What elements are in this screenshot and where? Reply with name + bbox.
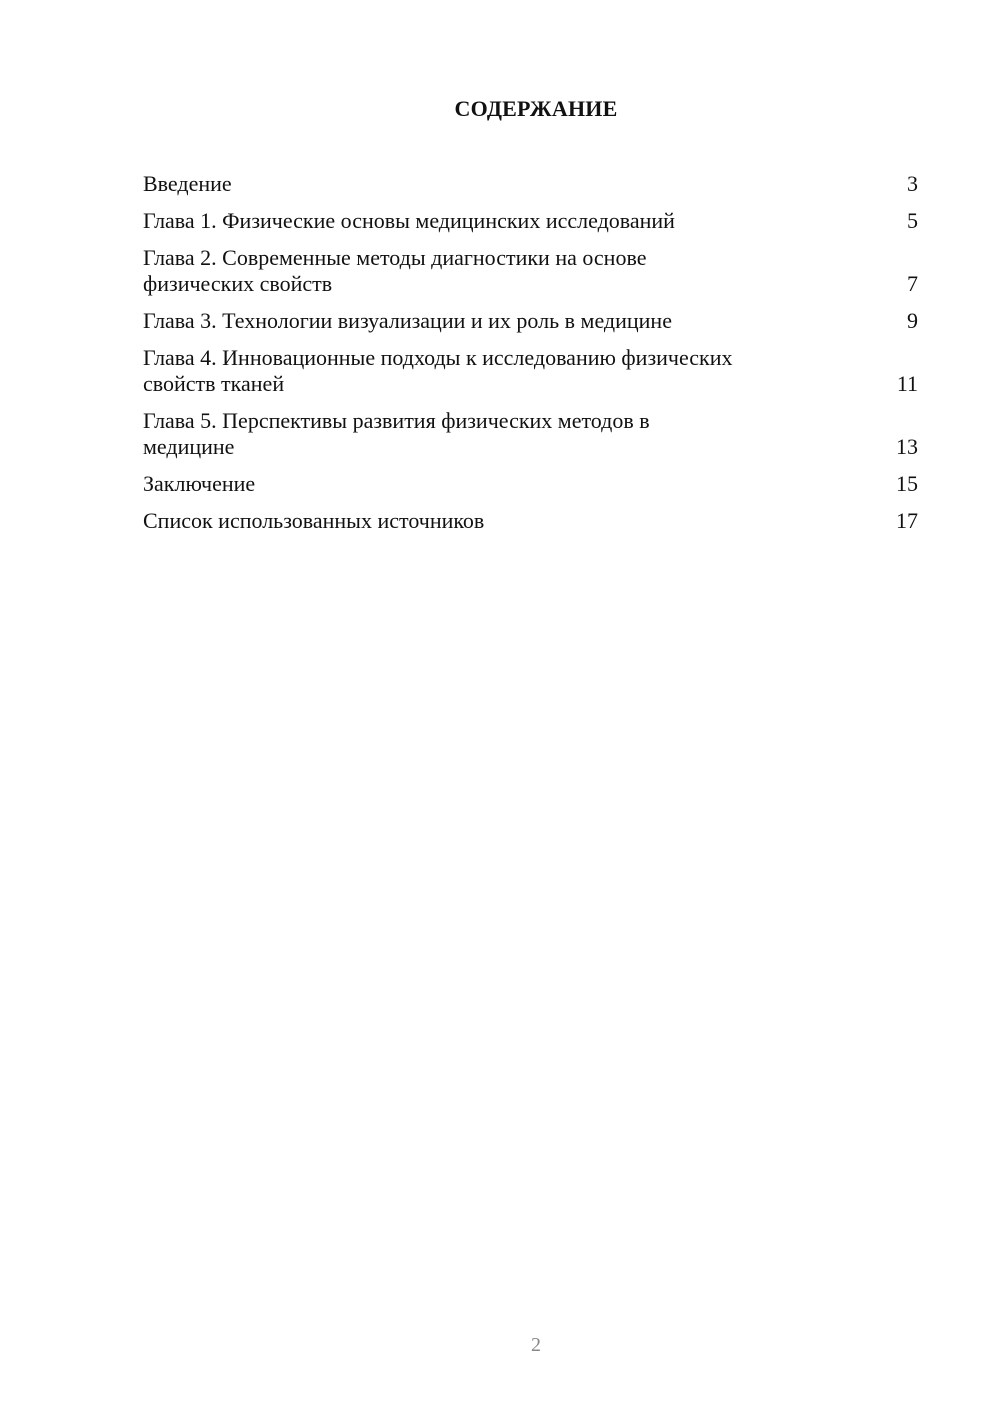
toc-entry-text [143,345,823,397]
toc-entry-line: Глава 3. Технологии визуализации и их роль в медицине [143,308,672,333]
toc-entry-line: Глава 1. Физические основы медицинских исследований [143,208,675,233]
toc-entry-introduction [143,171,918,197]
toc-entry-line: Введение [143,171,232,196]
toc-entry-conclusion [143,471,918,497]
toc-entry-page: 7 [907,271,918,296]
toc-entry-text [143,308,823,334]
toc-entry-text [143,408,823,460]
toc-entry-text [143,171,823,197]
toc-entry-line: свойств тканей [143,371,285,396]
toc-entry-line: физических свойств [143,271,333,296]
toc-entry-text [143,245,823,297]
toc-entry-chapter-2 [143,245,918,297]
toc-entry-page: 5 [907,208,918,233]
toc-entry-page: 11 [896,371,918,396]
toc-entry-chapter-4 [143,345,918,397]
toc-entry-line: Заключение [143,471,256,496]
toc-entry-page: 15 [896,471,918,496]
toc-entry-chapter-3 [143,308,918,334]
page-number: 2 [531,1334,541,1356]
toc-entry-text [143,208,823,234]
toc-entry-page: 3 [907,171,918,196]
toc-entry-line: Глава 5. Перспективы развития физических методов в [143,408,650,433]
toc-entry-line: Список использованных источников [143,508,485,533]
toc-entry-line: медицине [143,434,235,459]
toc-entry-chapter-5 [143,408,918,460]
toc-entry-chapter-1 [143,208,918,234]
toc-entry-line: Глава 2. Современные методы диагностики на основе [143,245,647,270]
toc-entry-page: 17 [896,508,918,533]
toc-entry-references [143,508,918,534]
toc-entry-page: 9 [907,308,918,333]
toc-entry-line: Глава 4. Инновационные подходы к исследованию физических [143,345,733,370]
toc-entry-text [143,508,823,534]
toc-entry-text [143,471,823,497]
toc-entry-page: 13 [896,434,918,459]
table-of-contents [143,171,918,545]
page-title: СОДЕРЖАНИЕ [454,96,618,121]
